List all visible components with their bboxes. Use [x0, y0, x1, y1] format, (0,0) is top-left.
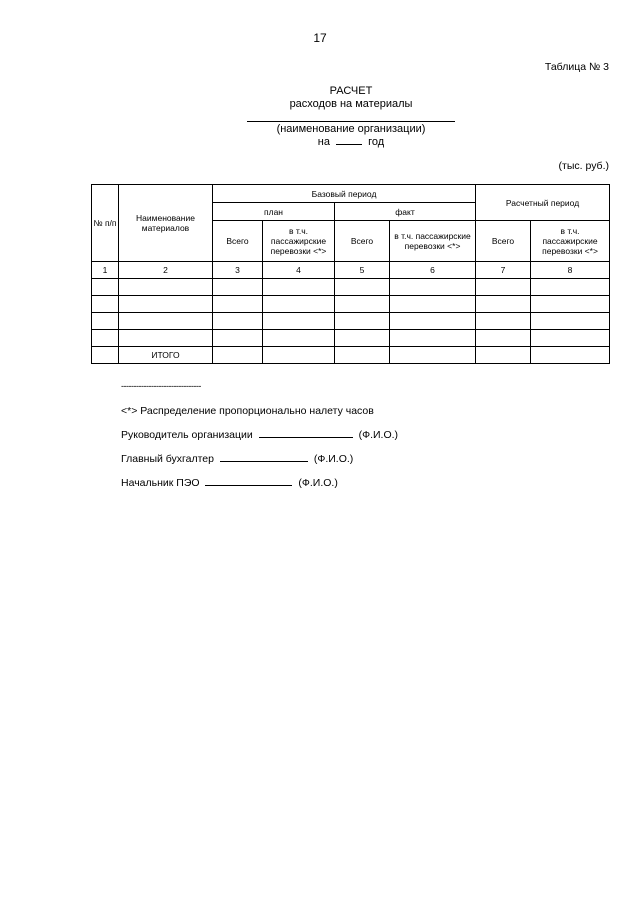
table-cell — [263, 347, 335, 364]
peo-signature-line — [205, 484, 292, 486]
table-cell — [92, 330, 119, 347]
peo-label: Начальник ПЭО — [121, 477, 200, 489]
table-cell — [263, 313, 335, 330]
table-label: Таблица № 3 — [544, 61, 609, 73]
col-number-cell: 2 — [119, 262, 213, 279]
header-calc-period: Расчетный период — [476, 185, 610, 221]
year-prefix: на — [317, 136, 330, 148]
table-cell — [531, 279, 610, 296]
header-plan-total: Всего — [213, 221, 263, 262]
table-row — [92, 330, 610, 347]
accountant-signature-line — [220, 460, 308, 462]
col-number-cell: 1 — [92, 262, 119, 279]
table-cell — [213, 313, 263, 330]
table-cell — [390, 279, 476, 296]
header-fact-total: Всего — [335, 221, 390, 262]
table-cell — [92, 313, 119, 330]
director-label: Руководитель организации — [121, 429, 253, 441]
document-title — [0, 85, 640, 111]
director-fio: (Ф.И.О.) — [358, 429, 399, 441]
table-cell — [390, 296, 476, 313]
col-number-cell: 4 — [263, 262, 335, 279]
footnote-text: <*> Распределение пропорционально налету часов — [121, 405, 374, 417]
header-plan-passenger: в т.ч. пассажирские перевозки <*> — [263, 221, 335, 262]
table-cell — [213, 330, 263, 347]
table-cell — [531, 296, 610, 313]
table-cell — [263, 330, 335, 347]
org-caption-text: (наименование организации) — [276, 123, 426, 135]
header-base-period: Базовый период — [213, 185, 476, 203]
accountant-label: Главный бухгалтер — [121, 453, 214, 465]
year-line — [0, 136, 640, 149]
header-calc-total: Всего — [476, 221, 531, 262]
table-cell — [335, 313, 390, 330]
table-cell — [390, 347, 476, 364]
table-cell — [531, 330, 610, 347]
table-cell — [119, 296, 213, 313]
signature-chief-accountant — [121, 453, 353, 465]
table-cell — [390, 313, 476, 330]
table-cell — [476, 347, 531, 364]
table-row — [92, 279, 610, 296]
signature-peo-head — [121, 477, 338, 489]
materials-table — [91, 184, 610, 364]
table-cell — [213, 347, 263, 364]
table-cell — [119, 313, 213, 330]
table-cell — [92, 279, 119, 296]
title-line-2: расходов на материалы — [289, 98, 413, 110]
col-number-cell: 6 — [390, 262, 476, 279]
unit-label: (тыс. руб.) — [558, 160, 609, 172]
total-label: ИТОГО — [119, 347, 213, 364]
accountant-fio: (Ф.И.О.) — [313, 453, 354, 465]
header-number: № п/п — [92, 185, 119, 262]
table-row — [92, 313, 610, 330]
peo-fio: (Ф.И.О.) — [298, 477, 338, 489]
table-cell — [476, 279, 531, 296]
year-blank — [336, 143, 362, 145]
table-cell — [263, 279, 335, 296]
table-cell — [263, 296, 335, 313]
page-number: 17 — [313, 31, 327, 45]
table-cell — [335, 279, 390, 296]
title-line-1: РАСЧЕТ — [329, 85, 373, 97]
header-material-name: Наименование материалов — [119, 185, 213, 262]
total-row — [92, 347, 610, 364]
table-cell — [213, 296, 263, 313]
table-cell — [119, 330, 213, 347]
header-fact: факт — [335, 203, 476, 221]
table-cell — [213, 279, 263, 296]
col-number-cell: 8 — [531, 262, 610, 279]
table-cell — [335, 330, 390, 347]
table-cell — [119, 279, 213, 296]
table-cell — [390, 330, 476, 347]
header-calc-passenger: в т.ч. пассажирские перевозки <*> — [531, 221, 610, 262]
table-row — [92, 296, 610, 313]
footnote-separator: -------------------------------- — [121, 381, 201, 391]
header-fact-passenger: в т.ч. пассажирские перевозки <*> — [390, 221, 476, 262]
col-number-cell: 7 — [476, 262, 531, 279]
header-plan: план — [213, 203, 335, 221]
column-number-row — [92, 262, 610, 279]
organization-name-line — [247, 121, 455, 122]
table-cell — [92, 296, 119, 313]
col-number-cell: 3 — [213, 262, 263, 279]
year-suffix: год — [368, 136, 385, 148]
col-number-cell: 5 — [335, 262, 390, 279]
table-cell — [476, 296, 531, 313]
signature-director — [121, 429, 398, 441]
table-cell — [531, 347, 610, 364]
table-cell — [476, 330, 531, 347]
table-cell — [335, 347, 390, 364]
table-cell — [335, 296, 390, 313]
table-cell — [92, 347, 119, 364]
table-cell — [531, 313, 610, 330]
director-signature-line — [259, 436, 353, 438]
table-cell — [476, 313, 531, 330]
organization-caption — [0, 123, 640, 149]
